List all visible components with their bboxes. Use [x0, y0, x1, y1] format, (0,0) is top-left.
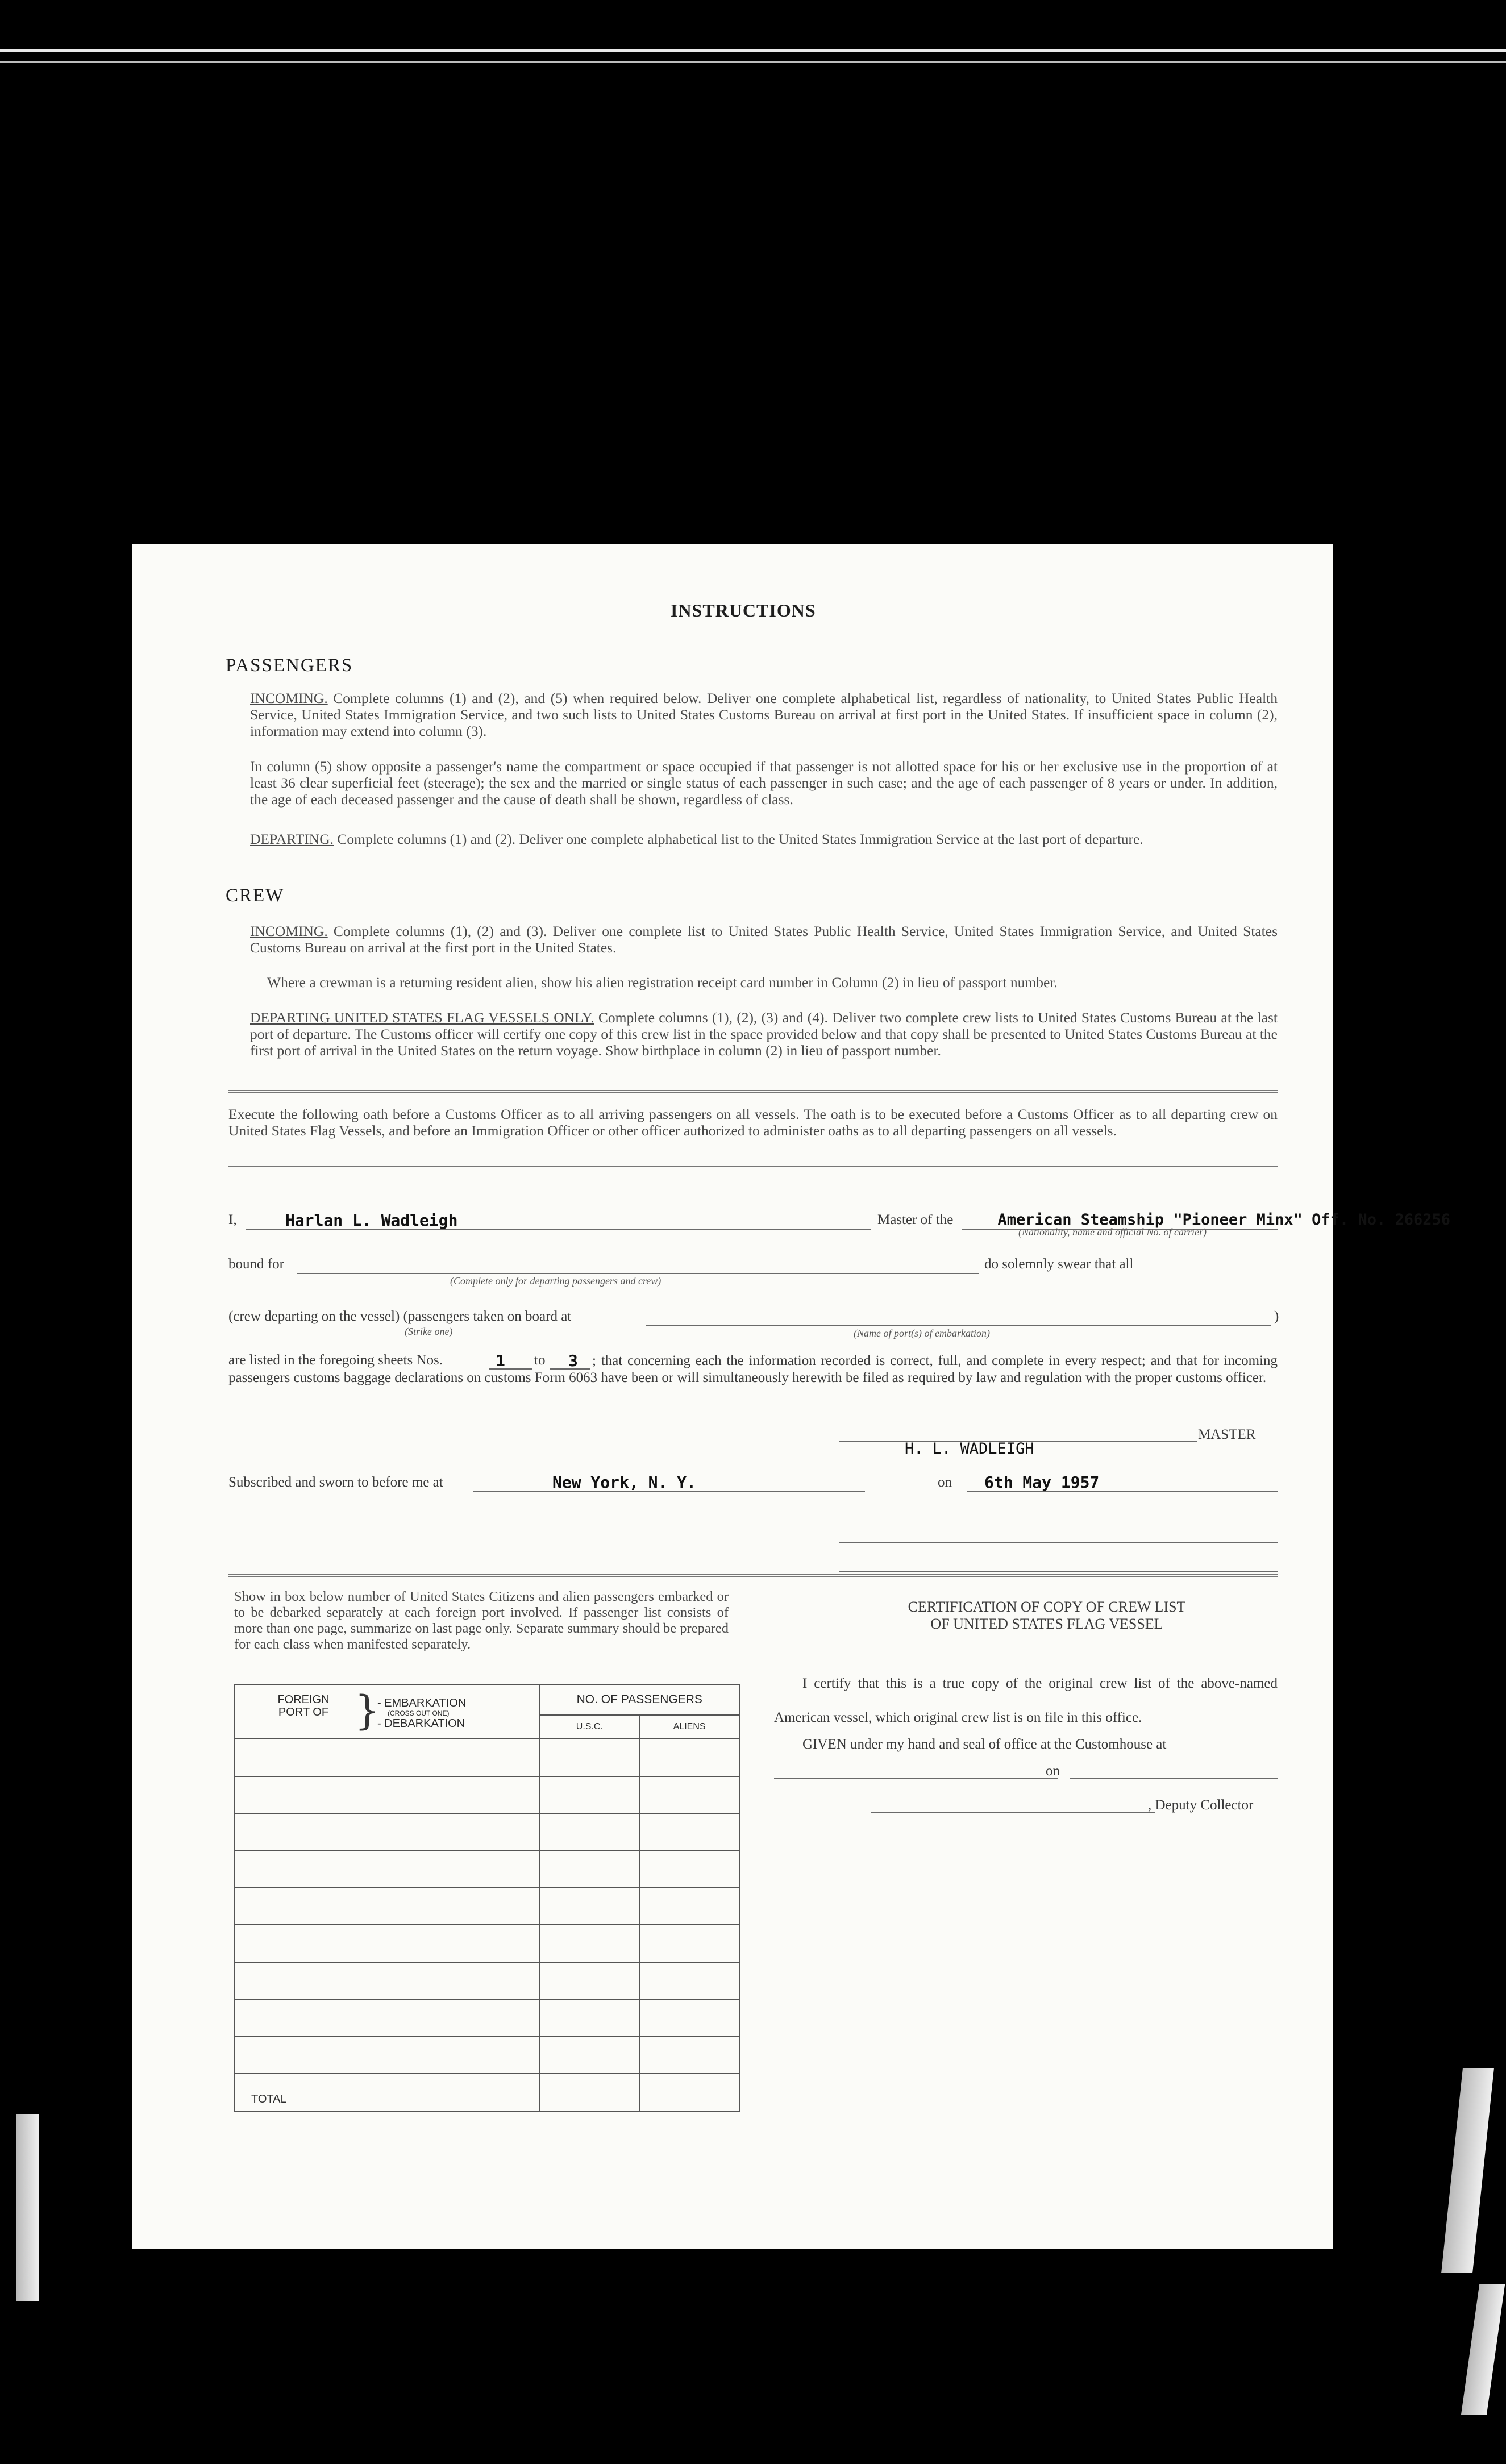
passenger-summary-table	[234, 1684, 740, 2112]
usc-cell	[540, 1813, 640, 1850]
aliens-cell	[639, 2037, 739, 2074]
passengers-departing-lead: DEPARTING.	[250, 831, 334, 847]
vessel-value: American Steamship "Pioneer Minx" Off. No. 266256	[997, 1211, 1450, 1229]
usc-cell	[540, 1888, 640, 1925]
crew-departing-paragraph	[250, 1009, 1278, 1059]
officer-signature-line	[839, 1542, 1278, 1543]
subscribed-label: Subscribed and sworn to before me at	[228, 1475, 443, 1490]
vessel-caption: (Nationality, name and official No. of carrier)	[1018, 1226, 1207, 1238]
aliens-cell	[639, 1776, 739, 1813]
aliens-cell	[639, 1925, 739, 1962]
sheets-label: are listed in the foregoing sheets Nos.	[228, 1352, 443, 1368]
crew-resident-paragraph: Where a crewman is a returning resident alien, show his alien registration receipt card number in Column (2) in lieu of passport number.	[267, 974, 1058, 990]
passengers-heading: PASSENGERS	[226, 655, 353, 676]
crew-incoming-text: Complete columns (1), (2) and (3). Deliver one complete list to United States Public Health Service, United States Immigration Service, and United States Customs Bureau on arrival at the first port in the United States.	[250, 923, 1278, 956]
section-divider	[228, 1164, 1278, 1167]
cross-out-label: (CROSS OUT ONE)	[388, 1709, 450, 1717]
oath-instructions-paragraph: Execute the following oath before a Customs Officer as to all arriving passengers on all vessels. The oath is to be executed before a Customs Officer as to all departing crew on United States Flag Vessels, and before an Immigration Officer or other officer authorized to administer oaths as to all departing passengers on all vessels.	[228, 1106, 1278, 1139]
passengers-incoming-text: Complete columns (1) and (2), and (5) when required below. Deliver one complete alphabetical list, regardless of nationality, to United States Public Health Service, United States Immigration Service, and two such lists to United States Customs Bureau on arrival at first port in the United States. If insufficient space in column (2), information may extend into column (3).	[250, 690, 1278, 739]
film-edge-line	[0, 61, 1506, 63]
given-text: GIVEN under my hand and seal of office at the Customhouse at	[802, 1737, 1167, 1752]
usc-cell	[540, 1851, 640, 1888]
page-fold	[1461, 2284, 1505, 2415]
sheet-to-value: 3	[568, 1351, 578, 1370]
certify-text: I certify that this is a true copy of the original crew list of the above-named American vessel, which original crew list is on file in this office.	[774, 1676, 1278, 1725]
port-cell	[235, 1925, 540, 1962]
to-label: to	[534, 1352, 546, 1368]
bound-for-caption: (Complete only for departing passengers and crew)	[450, 1275, 662, 1287]
strike-caption: (Strike one)	[405, 1326, 453, 1337]
sheets-text: ; that concerning each the information recorded is correct, full, and complete in every respect; and that for incoming passengers customs baggage declarations on customs Form 6063 have been or will simultaneously herewith be filed as required by law and regulation with the proper customs officer.	[228, 1353, 1278, 1385]
page-fold	[1441, 2068, 1494, 2273]
crew-heading: CREW	[226, 885, 285, 906]
form-page	[132, 544, 1450, 2249]
aliens-total-cell	[639, 2074, 739, 2111]
master-of-label: Master of the	[877, 1212, 954, 1227]
usc-cell	[540, 1999, 640, 2036]
instructions-title: INSTRUCTIONS	[671, 600, 816, 621]
port-cell	[235, 1739, 540, 1776]
section-divider	[228, 1574, 1278, 1577]
port-cell	[235, 1851, 540, 1888]
bound-for-line	[297, 1273, 979, 1274]
subscribed-on-label: on	[938, 1475, 952, 1490]
deputy-collector-label: , Deputy Collector	[1148, 1797, 1254, 1813]
master-label: MASTER	[1198, 1427, 1256, 1442]
port-cell	[235, 2037, 540, 2074]
usc-cell	[540, 1739, 640, 1776]
certification-title-line2: OF UNITED STATES FLAG VESSEL	[930, 1616, 1163, 1632]
passengers-departing-paragraph	[250, 831, 1278, 847]
crew-departing-lead: DEPARTING UNITED STATES FLAG VESSELS ONLY.	[250, 1009, 594, 1026]
certification-on-label: on	[1046, 1763, 1060, 1779]
foreign-port-of-label: FOREIGN PORT OF	[277, 1693, 330, 1718]
master-name-value: Harlan L. Wadleigh	[285, 1211, 458, 1230]
certification-date-line	[1070, 1778, 1278, 1779]
port-line	[646, 1325, 1271, 1326]
aliens-cell	[639, 1739, 739, 1776]
usc-cell	[540, 1962, 640, 1999]
port-header-cell	[235, 1685, 540, 1739]
embarkation-label: - EMBARKATION	[377, 1697, 467, 1709]
port-cell	[235, 1776, 540, 1813]
bound-for-label: bound for	[228, 1256, 284, 1272]
summary-instructions: Show in box below number of United States Citizens and alien passengers embarked or to be debarked separately at each foreign port involved. If passenger list consists of more than one page, summarize on last page only. Separate summary should be prepared for each class when manifested separately.	[234, 1589, 729, 1652]
swear-text: do solemnly swear that all	[984, 1256, 1134, 1272]
crew-passengers-label: (crew departing on the vessel) (passengers taken on board at	[228, 1309, 572, 1324]
page-fold	[16, 2114, 39, 2301]
port-cell	[235, 1999, 540, 2036]
port-cell	[235, 1813, 540, 1850]
signature-value: H. L. WADLEIGH	[905, 1440, 1034, 1458]
total-label: TOTAL	[235, 2074, 540, 2111]
port-cell	[235, 1888, 540, 1925]
crew-incoming-paragraph	[250, 923, 1278, 956]
aliens-cell	[639, 1999, 739, 2036]
certification-title-line1: CERTIFICATION OF COPY OF CREW LIST	[908, 1599, 1186, 1615]
debarkation-label: - DEBARKATION	[377, 1717, 465, 1730]
usc-cell	[540, 1776, 640, 1813]
usc-cell	[540, 1925, 640, 1962]
aliens-cell	[639, 1813, 739, 1850]
brace-glyph: }	[355, 1687, 380, 1734]
port-cell	[235, 1962, 540, 1999]
film-edge-line	[0, 49, 1506, 52]
usc-cell	[540, 2037, 640, 2074]
passengers-departing-text: Complete columns (1) and (2). Deliver one complete alphabetical list to the United States Immigration Service at the last port of departure.	[334, 831, 1143, 847]
certification-title	[848, 1599, 1246, 1633]
section-divider	[228, 1090, 1278, 1093]
place-value: New York, N. Y.	[552, 1473, 696, 1492]
date-value: 6th May 1957	[984, 1473, 1100, 1492]
aliens-cell	[639, 1851, 739, 1888]
usc-total-cell	[540, 2074, 640, 2111]
aliens-cell	[639, 1888, 739, 1925]
crew-departing-text: Complete columns (1), (2), (3) and (4). Deliver two complete crew lists to United States Customs Bureau at the last port of departure. The Customs officer will certify one copy of this crew list in the space provided below and that copy shall be presented to United States Customs Bureau at the first port of arrival in the United States on the return voyage. Show birthplace in column (2) in lieu of passport number.	[250, 1009, 1278, 1059]
port-caption: (Name of port(s) of embarkation)	[854, 1327, 990, 1339]
aliens-header: ALIENS	[639, 1715, 739, 1739]
passengers-incoming-paragraph	[250, 690, 1278, 739]
close-paren: )	[1274, 1309, 1279, 1324]
passengers-column5-paragraph: In column (5) show opposite a passenger's name the compartment or space occupied if that passenger is not allotted space for his or her exclusive use in the proportion of at least 36 clear superficial feet (steerage); the sex and the married or single status of each passenger in such case; and the age of each passenger of 8 years or under. In addition, the age of each deceased passenger and the cause of death shall be shown, regardless of class.	[250, 758, 1278, 808]
sheet-from-value: 1	[496, 1351, 505, 1370]
passengers-incoming-lead: INCOMING.	[250, 690, 328, 706]
oath-i-label: I,	[228, 1212, 237, 1227]
usc-header: U.S.C.	[540, 1715, 640, 1739]
deputy-signature-line	[871, 1812, 1155, 1813]
aliens-cell	[639, 1962, 739, 1999]
no-of-passengers-header: NO. OF PASSENGERS	[540, 1685, 739, 1715]
crew-incoming-lead: INCOMING.	[250, 923, 328, 939]
customhouse-line	[774, 1778, 1058, 1779]
